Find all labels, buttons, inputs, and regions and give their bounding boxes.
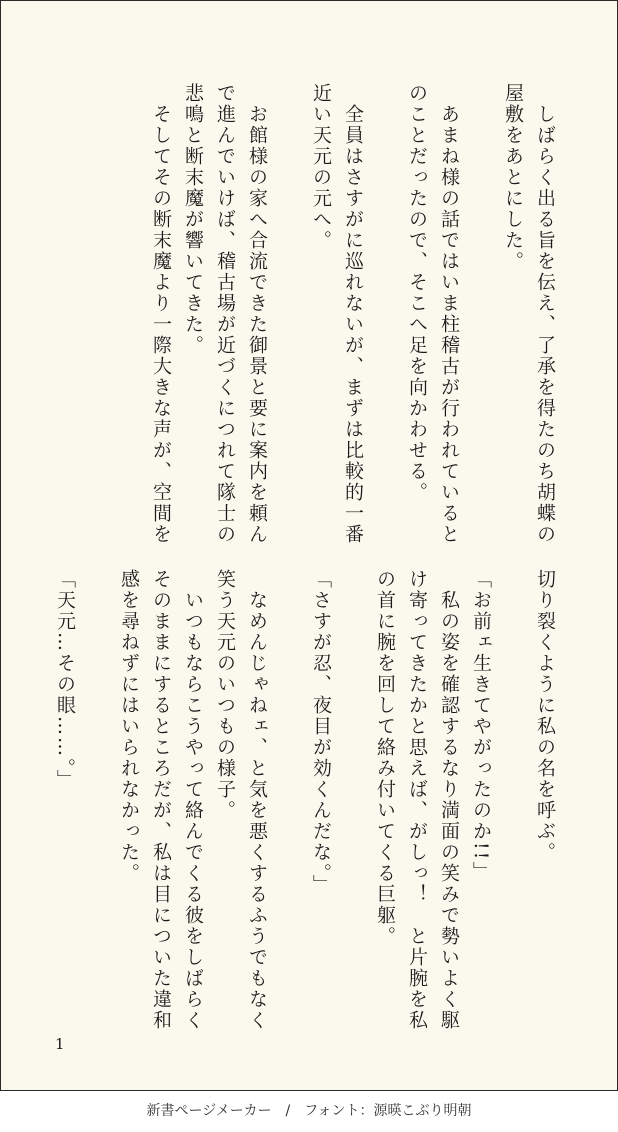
text-line <box>497 569 529 1009</box>
text-line: で進んでいけば、稽古場が近づくにつれて隊士の <box>214 83 236 545</box>
text-line: 全員はさすがに巡れないが、まずは比較的一番 <box>342 83 364 545</box>
text-line: そのままにするところだが、私は目についた違和 <box>150 569 172 1031</box>
text-line: のことだったので、そこへ足を向かわせる。 <box>406 83 428 503</box>
text-line: なめんじゃねェ、と気を悪くするふうでもなく <box>246 569 268 1031</box>
text-line: 感を尋ねずにはいられなかった。 <box>118 569 140 884</box>
text-line: しばらく出る旨を伝え、了承を得たのち胡蝶の <box>534 83 556 545</box>
text-line: 私の姿を確認するなり満面の笑みで勢いよく駆 <box>438 569 460 1031</box>
text-line: 近い天元の元へ。 <box>310 83 332 251</box>
text-line: 屋敷をあとにした。 <box>502 83 524 272</box>
text-line: 笑う天元のいつもの様子。 <box>214 569 236 821</box>
text-line <box>465 83 497 523</box>
text-line: 「天元…その眼……。」 <box>54 569 76 791</box>
text-line <box>273 569 305 1009</box>
text-line <box>337 569 369 1009</box>
footer-credit: 新書ページメーカー / フォント：源暎こぶり明朝 <box>146 1103 472 1119</box>
text-line: あまね様の話ではいま柱稽古が行われていると <box>438 83 460 545</box>
text-line: 「さすが忍、夜目が効くんだな。」 <box>310 569 332 896</box>
lower-text-block <box>49 569 561 1031</box>
text-line: いつもならこうやって絡んでくる彼をしばらく <box>182 569 204 1031</box>
text-line <box>81 569 113 1009</box>
text-line: の首に腕を回して絡み付いてくる巨躯。 <box>374 569 396 947</box>
text-line: 切り裂くように私の名を呼ぶ。 <box>534 569 556 863</box>
text-line <box>369 83 401 523</box>
text-line: お館様の家へ合流できた御景と要に案内を頼ん <box>246 83 268 545</box>
upper-text-block <box>145 83 561 545</box>
text-line <box>273 83 305 523</box>
text-line: 「お前ェ生きてやがったのか!!」 <box>470 569 492 883</box>
text-line: け寄ってきたかと思えば、がしっ！ と片腕を私 <box>406 569 428 1031</box>
page-number: 1 <box>55 1035 65 1053</box>
text-line: 悲鳴と断末魔が響いてきた。 <box>182 83 204 356</box>
text-line: そしてその断末魔より一際大きな声が、空間を <box>150 83 172 545</box>
